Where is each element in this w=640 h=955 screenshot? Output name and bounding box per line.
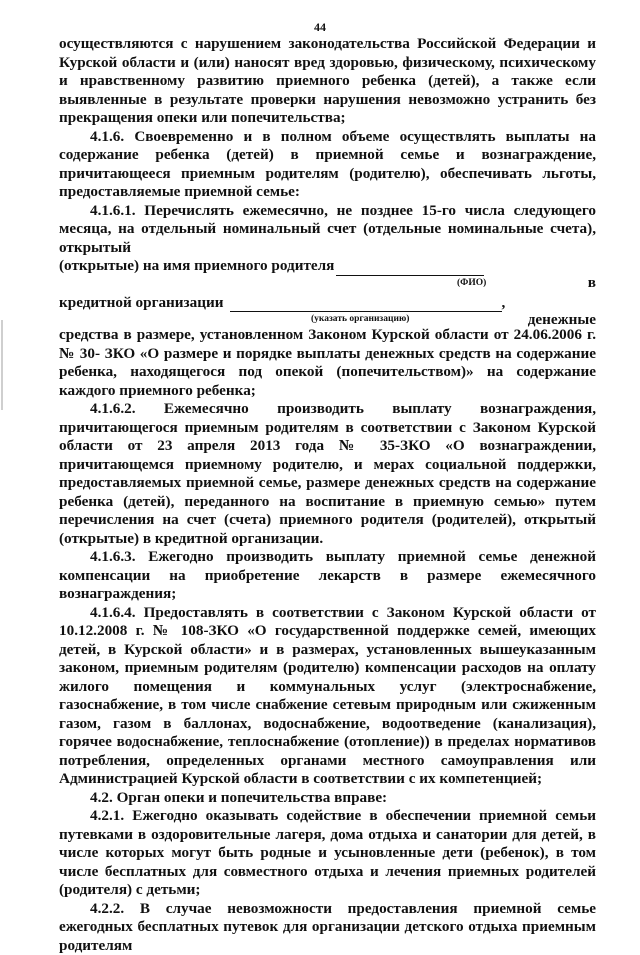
credit-org-blank[interactable] bbox=[230, 298, 502, 312]
fio-blank[interactable] bbox=[336, 262, 484, 276]
paragraph-money-amount: средства в размере, установленном Законом Курской области от 24.06.2006 г. № 30- ЗКО «О размере и порядке выплаты денежных средств на содержание ребенка, находящегося под опекой (попечительством)» на содержание каждого приемного ребенка; bbox=[59, 326, 596, 400]
org-caption: (указать организацию) bbox=[311, 314, 409, 324]
word-money: денежные bbox=[528, 311, 596, 330]
document-body bbox=[59, 35, 596, 955]
word-v: в bbox=[588, 274, 596, 293]
org-caption-row bbox=[59, 312, 596, 326]
paragraph-4-2-1: 4.2.1. Ежегодно оказывать содействие в обеспечении приемной семьи путевками в оздоровительные лагеря, дома отдыха и санатории для детей, в числе которых могут быть родные и усыновленные дети (ребенок), в том числе бесплатных для совместного отдыха и лечения приемных родителей (родителя) с детьми; bbox=[59, 807, 596, 900]
credit-org-line bbox=[59, 294, 596, 313]
credit-org-label: кредитной организации bbox=[59, 294, 224, 313]
scan-edge-mark bbox=[1, 320, 3, 410]
fio-caption-row bbox=[59, 276, 596, 290]
paragraph-4-1-6-3: 4.1.6.3. Ежегодно производить выплату приемной семье денежной компенсации на приобретение лекарств в размере ежемесячного вознаграждения; bbox=[59, 548, 596, 604]
fio-caption: (ФИО) bbox=[457, 278, 486, 288]
paragraph-4-1-6-1: 4.1.6.1. Перечислять ежемесячно, не позднее 15-го числа следующего месяца, на отдельный номинальный счет (отдельные номинальные счета), открытый bbox=[59, 202, 596, 258]
fio-line-text: (открытые) на имя приемного родителя bbox=[59, 257, 334, 276]
paragraph-continuation: осуществляются с нарушением законодательства Российской Федерации и Курской области и (или) наносят вред здоровью, физическому, психическому и нравственному развитию приемного ребенка (детей), а также если выявленные в результате проверки нарушения невозможно устранить без прекращения опеки или попечительства; bbox=[59, 35, 596, 128]
page-number: 44 bbox=[0, 20, 640, 35]
paragraph-4-1-6: 4.1.6. Своевременно и в полном объеме осуществлять выплаты на содержание ребенка (детей) в приемной семье и вознаграждение, причитающееся приемным родителям (родителю), обеспечивать льготы, предоставляемые приемной семье: bbox=[59, 128, 596, 202]
paragraph-4-1-6-2: 4.1.6.2. Ежемесячно производить выплату вознаграждения, причитающегося приемным родителям в соответствии с Законом Курской области от 23 апреля 2013 года № 35-ЗКО «О вознаграждении, причитающемся приемному родителю, и мерах социальной поддержки, предоставляемых приемной семье, размере денежных средств на содержание ребенка (детей), переданного на воспитание в приемную семью» путем перечисления на счет (счета) приемного родителя (родителей), открытый (открытые) в кредитной организации. bbox=[59, 400, 596, 548]
credit-org-comma: , bbox=[502, 294, 506, 313]
fio-line bbox=[59, 257, 596, 276]
paragraph-4-2-2: 4.2.2. В случае невозможности предоставления приемной семье ежегодных бесплатных путевок для организации детского отдыха приемным родителям bbox=[59, 900, 596, 955]
paragraph-4-2: 4.2. Орган опеки и попечительства вправе: bbox=[59, 789, 596, 808]
paragraph-4-1-6-4: 4.1.6.4. Предоставлять в соответствии с Законом Курской области от 10.12.2008 г. № 108-ЗКО «О государственной поддержке семей, имеющих детей, в Курской области» и в размерах, установленных вышеуказанным законом, приемным родителям (родителю) компенсации расходов на оплату жилого помещения и коммунальных услуг (электроснабжение, газоснабжение, в том числе снабжение сетевым природным или сжиженным газом, газом в баллонах, водоснабжение, водоотведение (канализация), горячее водоснабжение, теплоснабжение (отопление)) в пределах нормативов потребления, определенных органами местного самоуправления или Администрацией Курской области в соответствии с их компетенцией; bbox=[59, 604, 596, 789]
